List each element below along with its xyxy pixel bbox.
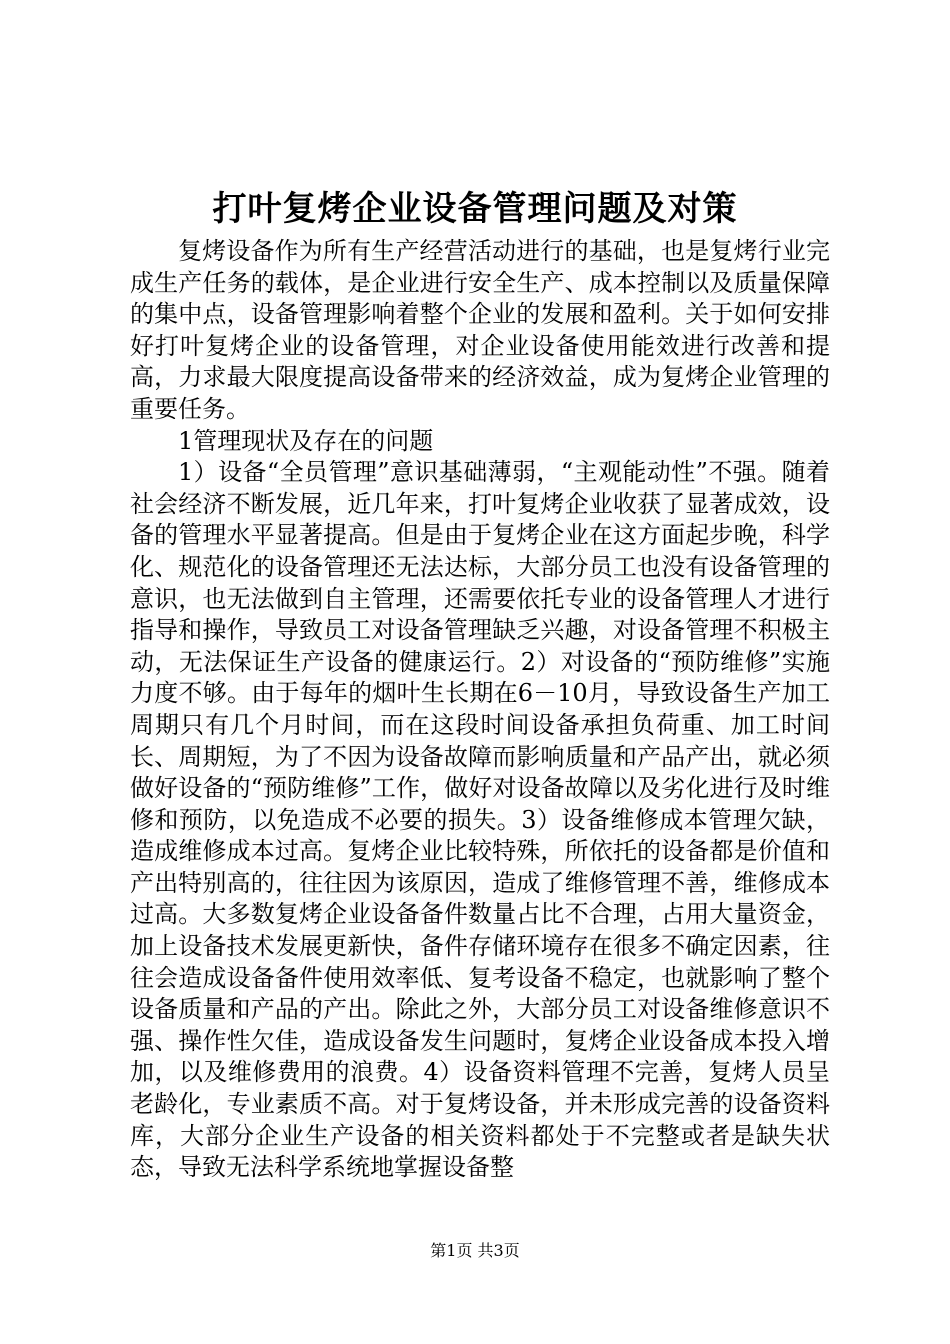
section-heading: 1管理现状及存在的问题 bbox=[178, 426, 434, 455]
document-title: 打叶复烤企业设备管理问题及对策 bbox=[212, 189, 738, 229]
page-number-footer: 第1页 共3页 bbox=[430, 1241, 520, 1260]
document-body bbox=[130, 236, 830, 1184]
paragraph-intro: 复烤设备作为所有生产经营活动进行的基础，也是复烤行业完成生产任务的载体，是企业进行安全生产、成本控制以及质量保障的集中点，设备管理影响着整个企业的发展和盈利。关于如何安排好打叶复烤企业的设备管理，对企业设备使用能效进行改善和提高，力求最大限度提高设备带来的经济效益，成为复烤企业管理的重要任务。 bbox=[130, 237, 830, 423]
paragraph-issues: 1）设备“全员管理”意识基础薄弱，“主观能动性”不强。随着社会经济不断发展，近几年来，打叶复烤企业收获了显著成效，设备的管理水平显著提高。但是由于复烤企业在这方面起步晚，科学化、规范化的设备管理还无法达标，大部分员工也没有设备管理的意识，也无法做到自主管理，还需要依托专业的设备管理人才进行指导和操作，导致员工对设备管理缺乏兴趣，对设备管理不积极主动，无法保证生产设备的健康运行。2）对设备的“预防维修”实施力度不够。由于每年的烟叶生长期在6－10月，导致设备生产加工周期只有几个月时间，而在这段时间设备承担负荷重、加工时间长、周期短，为了不因为设备故障而影响质量和产品产出，就必须做好设备的“预防维修”工作，做好对设备故障以及劣化进行及时维修和预防，以免造成不必要的损失。3）设备维修成本管理欠缺，造成维修成本过高。复烤企业比较特殊，所依托的设备都是价值和产出特别高的，往往因为该原因，造成了维修管理不善，维修成本过高。大多数复烤企业设备备件数量占比不合理，占用大量资金，加上设备技术发展更新快，备件存储环境存在很多不确定因素，往往会造成设备备件使用效率低、复考设备不稳定，也就影响了整个设备质量和产品的产出。除此之外，大部分员工对设备维修意识不强、操作性欠佳，造成设备发生问题时，复烤企业设备成本投入增加，以及维修费用的浪费。4）设备资料管理不完善，复烤人员呈老龄化，专业素质不高。对于复烤设备，并未形成完善的设备资料库，大部分企业生产设备的相关资料都处于不完整或者是缺失状态，导致无法科学系统地掌握设备整 bbox=[130, 458, 830, 1182]
